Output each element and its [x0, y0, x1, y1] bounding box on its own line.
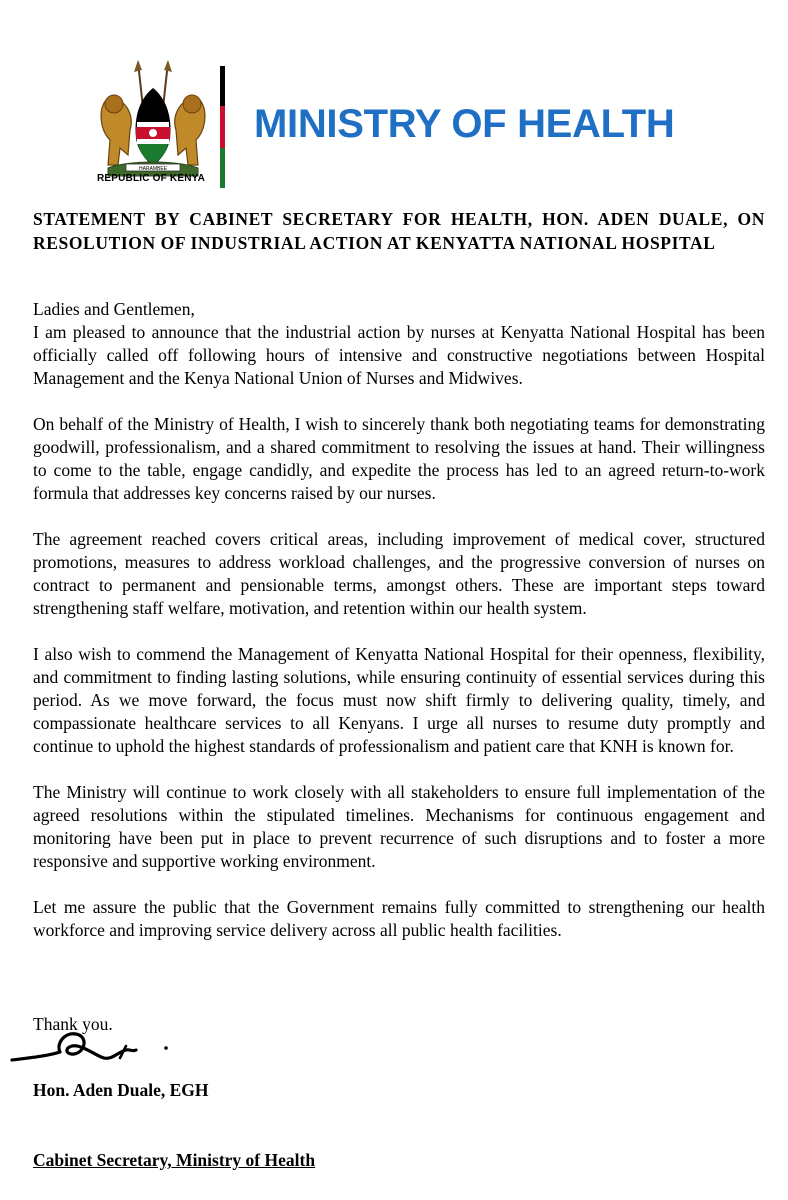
handwritten-signature-icon	[8, 1022, 178, 1072]
kenya-flag-bar	[220, 66, 225, 188]
paragraph: The Ministry will continue to work closely with all stakeholders to ensure full implementation of the agreed resolutions within the stipulated timelines. Mechanisms for continuous engagement and monitoring have been put in place to prevent recurrence of such disruptions and to foster a more responsive and supportive working environment.	[33, 782, 765, 871]
signoff: Thank you.	[33, 1014, 113, 1034]
paragraph: Let me assure the public that the Government remains fully committed to strengthening our health workforce and improving service delivery across all public health facilities.	[33, 897, 765, 940]
signer-position: Cabinet Secretary, Ministry of Health	[33, 1150, 316, 1170]
paragraph: I also wish to commend the Management of Kenyatta National Hospital for their openness, flexibility, and commitment to finding lasting solutions, while ensuring continuity of essential services during this period. As we move forward, the focus must now shift firmly to delivering quality, timely, and compassionate healthcare services to all Kenyans. I urge all nurses to resume duty promptly and continue to uphold the highest standards of professionalism and patient care that KNH is known for.	[33, 644, 765, 756]
signer-name: Hon. Aden Duale, EGH	[33, 1080, 209, 1100]
kenya-coat-of-arms-icon	[88, 60, 218, 190]
ministry-name: MINISTRY OF HEALTH	[254, 102, 675, 146]
salutation: Ladies and Gentlemen,	[33, 299, 195, 319]
coat-motto: HARAMBEE	[138, 166, 168, 172]
republic-caption: REPUBLIC OF KENYA	[96, 173, 206, 184]
paragraph: I am pleased to announce that the industrial action by nurses at Kenyatta National Hospital has been officially called off following hours of intensive and constructive negotiations between Hospital Management and the Kenya National Union of Nurses and Midwives.	[33, 322, 765, 388]
statement-body	[33, 298, 765, 965]
paragraph: On behalf of the Ministry of Health, I wish to sincerely thank both negotiating teams for demonstrating goodwill, professionalism, and a shared commitment to resolving the issues at hand. Their willingness to come to the table, engage candidly, and expedite the process has led to an agreed return-to-work formula that addresses key concerns raised by our nurses.	[33, 414, 765, 503]
letterhead	[0, 0, 788, 200]
statement-title: STATEMENT BY CABINET SECRETARY FOR HEALTH, HON. ADEN DUALE, ON RESOLUTION OF INDUSTRIAL ACTION AT KENYATTA NATIONAL HOSPITAL	[33, 209, 765, 253]
paragraph: The agreement reached covers critical areas, including improvement of medical cover, structured promotions, measures to address workload challenges, and the progressive conversion of nurses on contract to permanent and pensionable terms, amongst others. These are important steps toward strengthening staff welfare, motivation, and retention within our health system.	[33, 529, 765, 618]
